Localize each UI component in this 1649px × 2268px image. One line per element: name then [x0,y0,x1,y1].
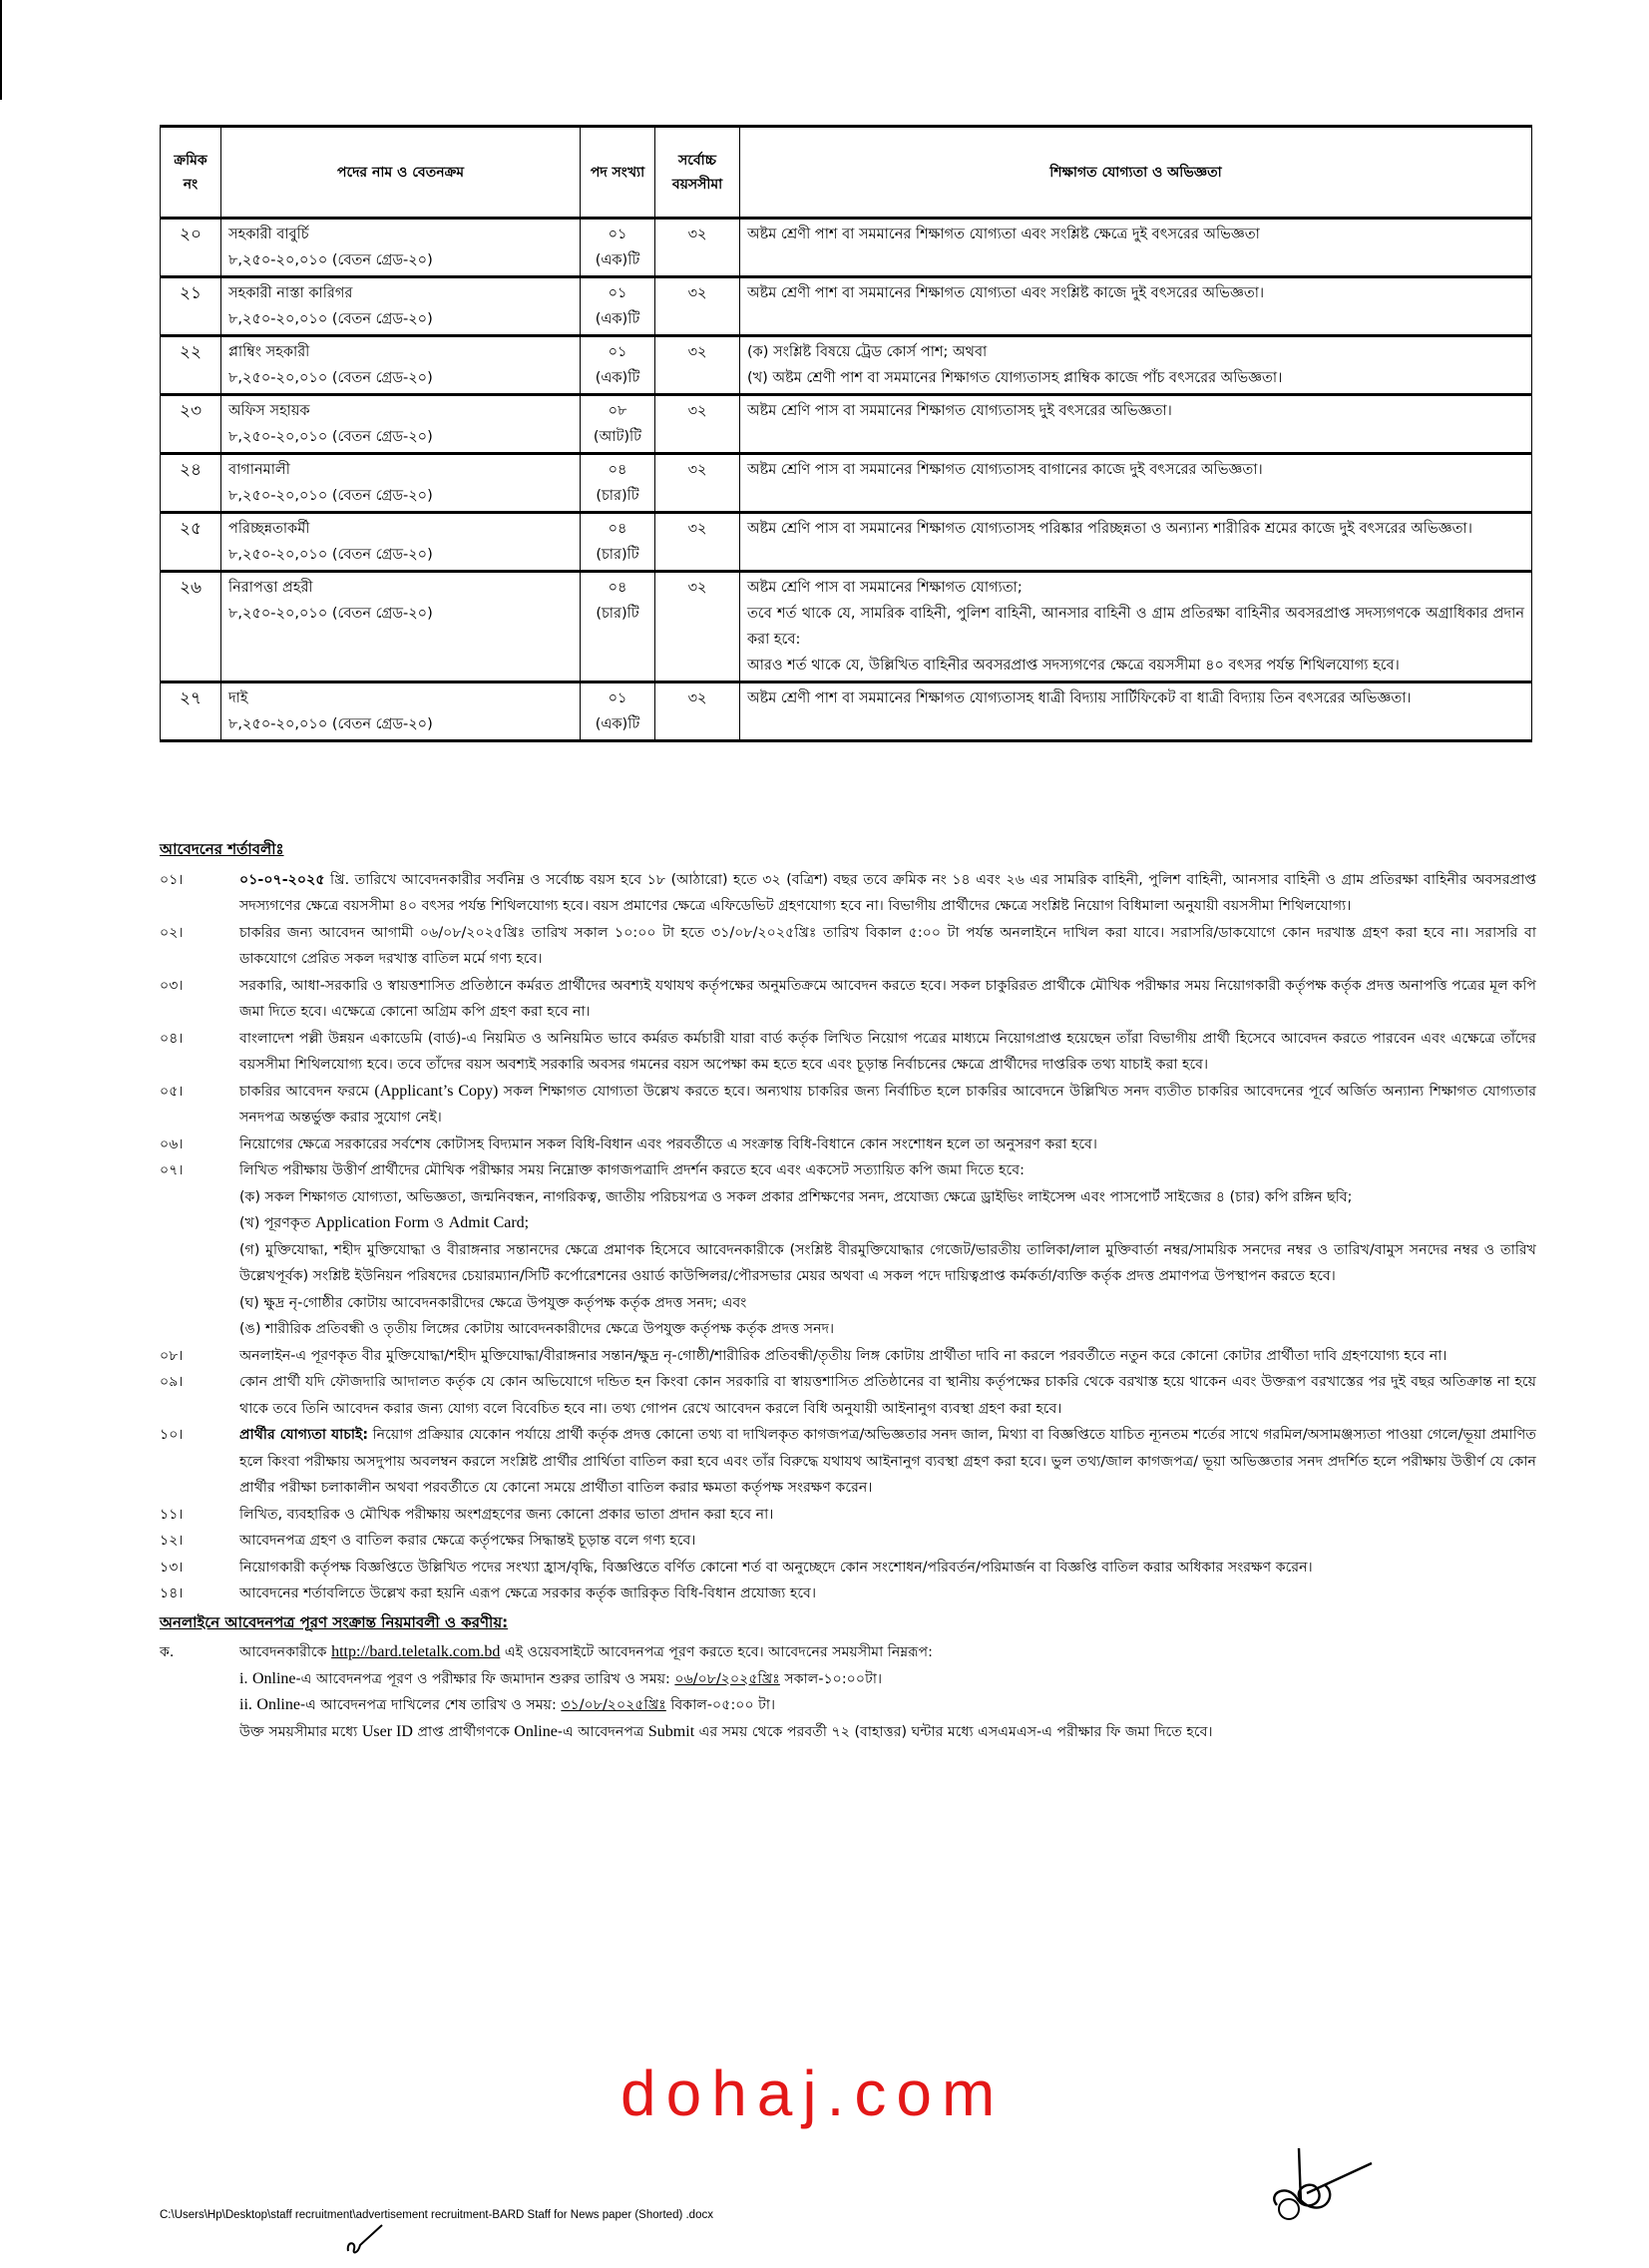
qualification-line: অষ্টম শ্রেণী পাশ বা সমমানের শিক্ষাগত যোগ্যতা এবং সংশ্লিষ্ট ক্ষেত্রে দুই বৎসরের অভিজ্ঞতা [747,227,1260,242]
initials-mark [344,2223,384,2257]
term-sub-kha [239,1210,1536,1237]
term-text: চাকরির জন্য আবেদন আগামী ০৬/০৮/২০২৫খ্রিঃ তারিখ সকাল ১০:০০ টা হতে ৩১/০৮/২০২৫খ্রিঃ তারিখ বিকাল ৫:০০ টা পর্যন্ত অনলাইনে দাখিল করা যাবে। সরাসরি/ডাকযোগে কোন দরখাস্ত গ্রহণ করা হবে না। সরাসরি বা ডাকযোগে প্রেরিত সকল দরখাস্ত বাতিল মর্মে গণ্য হবে। [239,924,1536,967]
start-line-online: Online [251,1669,296,1687]
qualification-cell [740,513,1532,572]
count-cell [581,277,655,336]
term-item [160,973,1536,1026]
qualification-cell [740,395,1532,454]
header-post-count: পদ সংখ্যা [581,127,655,219]
post-cell [221,219,581,277]
post-name: নিরাপত্তা প্রহরী [228,580,313,596]
table-row [161,219,1532,277]
max-age-cell: ৩২ [655,454,740,513]
post-cell [221,336,581,395]
fee-online: Online [514,1722,558,1740]
post-count-words: (চার)টি [596,488,639,504]
fee-user-id: User ID [361,1722,413,1740]
pay-scale: ৮,২৫০-২০,০১০ (বেতন গ্রেড-২০) [228,606,433,622]
post-name: দাই [228,690,248,706]
job-table [160,125,1532,742]
qualification-cell [740,277,1532,336]
post-name: প্লাম্বিং সহকারী [228,344,310,360]
term-number: ০৩। [160,977,184,994]
post-count: ০৪ [608,521,627,537]
term-text: নিয়োগ প্রক্রিয়ার যেকোন পর্যায়ে প্রার্থী কর্তৃক প্রদত্ত কোনো তথ্য বা দাখিলকৃত কাগজপত্র/অভিজ্ঞতার সনদ জাল, মিথ্যা বা বিজ্ঞপ্তিতে যাচিত ন্যূনতম শর্তের সাথে গরমিল/অসামঞ্জস্যতা পাওয়া গেলে/ভূয়া প্রমাণিত হলে কিংবা পরীক্ষায় অসদুপায় অবলম্বন করলে সংশ্লিষ্ট প্রার্থীর প্রার্থিতা বাতিল করা হবে এবং তাঁর বিরুদ্ধে যথাযথ আইনানুগ ব্যবস্থা গ্রহণ করা হবে। ভুল তথ্য/জাল কাগজপত্র/ ভূয়া অভিজ্ঞতার সনদ প্রদর্শিত হলে পরীক্ষায় উত্তীর্ণ যে কোন প্রার্থীর পরীক্ষা চলাকালীন অথবা পরবর্তীতে যে কোনো সময়ে প্রার্থীতা বাতিল করার ক্ষমতা কর্তৃপক্ষ সংরক্ষণ করেন। [239,1427,1536,1496]
serial-cell: ২৬ [161,572,221,682]
term-sub: (ক) সকল শিক্ষাগত যোগ্যতা, অভিজ্ঞতা, জন্মনিবন্ধন, নাগরিকত্ব, জাতীয় পরিচয়পত্র ও সকল প্রকার প্রশিক্ষণের সনদ, প্রযোজ্য ক্ষেত্রে ড্রাইভিং লাইসেন্স এবং পাসপোর্ট সাইজের ৪ (চার) কপি রঙ্গিন ছবি; [239,1188,1353,1205]
table-row [161,572,1532,682]
count-cell [581,395,655,454]
qualification-line: আরও শর্ত থাকে যে, উল্লিখিত বাহিনীর অবসরপ্রাপ্ত সদস্যগণের ক্ষেত্রে বয়সসীমা ৪০ বৎসর পর্যন্ত শিথিলযোগ্য হবে। [747,658,1400,674]
term-text: লিখিত পরীক্ষায় উত্তীর্ণ প্রার্থীদের মৌখিক পরীক্ষার সময় নিম্নোক্ত কাগজপত্রাদি প্রদর্শন করতে হবে এবং একসেট সত্যায়িত কপি জমা দিতে হবে: [239,1162,1025,1178]
term-item [160,1157,1536,1343]
term-lead: ০১-০৭-২০২৫ [239,871,325,888]
end-date: ৩১/০৮/২০২৫খ্রিঃ [561,1697,666,1713]
term-item [160,1581,1536,1607]
post-count-words: (এক)টি [595,311,640,327]
terms-section [160,836,1536,1745]
terms-title: আবেদনের শর্তাবলীঃ [160,840,284,858]
table-row [161,336,1532,395]
online-start-line [239,1666,1536,1693]
term-lead: প্রার্থীর যোগ্যতা যাচাই: [239,1427,369,1443]
qualification-line: (ক) সংশ্লিষ্ট বিষয়ে ট্রেড কোর্স পাশ; অথবা [747,344,988,360]
term-sub: (গ) মুক্তিযোদ্ধা, শহীদ মুক্তিযোদ্ধা ও বীরাঙ্গনার সন্তানদের ক্ষেত্রে প্রমাণক হিসেবে আবেদনকারীকে (সংশ্লিষ্ট বীরমুক্তিযোদ্ধার গেজেট/ভারতীয় তালিকা/লাল মুক্তিবার্তা নম্বর/সাময়িক সনদের নম্বর ও তারিখ/বামুস সনদের নম্বর ও তারিখ উল্লেখপূর্বক) সংশ্লিষ্ট ইউনিয়ন পরিষদের চেয়ারম্যান/সিটি কর্পোরেশনের ওয়ার্ড কাউন্সিলর/পৌরসভার মেয়র অথবা এ সকল পদে দায়িত্বপ্রাপ্ত কর্মকর্তা/ব্যক্তি কর্তৃক প্রদত্ত প্রমাণপত্র উপস্থাপন করতে হবে। [239,1241,1536,1284]
post-name: পরিচ্ছন্নতাকর্মী [228,521,310,537]
term-number: ১০। [160,1427,184,1443]
term-number: ১৪। [160,1586,184,1601]
online-pre: আবেদনকারীকে [239,1644,332,1660]
qualification-line: অষ্টম শ্রেণী পাশ বা সমমানের শিক্ষাগত যোগ্যতা এবং সংশ্লিষ্ট কাজে দুই বৎসরের অভিজ্ঞতা। [747,285,1265,301]
term-number: ০৪। [160,1030,184,1047]
serial-cell: ২৪ [161,454,221,513]
qualification-line: (খ) অষ্টম শ্রেণী পাশ বা সমমানের শিক্ষাগত যোগ্যতাসহ প্লাম্বিক কাজে পাঁচ বৎসরের অভিজ্ঞতা। [747,370,1283,386]
term-number: ১১। [160,1506,184,1523]
start-line-num: i. [239,1669,248,1687]
start-time: সকাল-১০:০০টা। [779,1670,883,1687]
application-url-link[interactable]: http://bard.teletalk.com.bd [331,1643,501,1660]
max-age-cell: ৩২ [655,277,740,336]
start-line-text: -এ আবেদনপত্র পূরণ ও পরীক্ষার ফি জমাদান শুরুর তারিখ ও সময়: [295,1670,675,1687]
term-item [160,1422,1536,1502]
pay-scale: ৮,২৫০-২০,০১০ (বেতন গ্রেড-২০) [228,547,433,563]
serial-cell: ২৩ [161,395,221,454]
online-end-line [239,1692,1536,1719]
pay-scale: ৮,২৫০-২০,০১০ (বেতন গ্রেড-২০) [228,311,433,327]
header-post-name: পদের নাম ও বেতনক্রম [221,127,581,219]
term-text: বাংলাদেশ পল্লী উন্নয়ন একাডেমি (বার্ড)-এ নিয়মিত ও অনিয়মিত ভাবে কর্মরত কর্মচারী যারা বার্ড কর্তৃক লিখিত নিয়োগ পত্রের মাধ্যমে নিয়োগপ্রাপ্ত হয়েছেন তাঁরা বিভাগীয় প্রার্থী হিসেবে আবেদন করতে পারবেন এবং এক্ষেত্রে তাঁদের বয়সসীমা শিথিলযোগ্য হবে। তবে তাঁদের বয়স অবশ্যই সরকারি অবসর গমনের বয়স অপেক্ষা কম হতে হবে এবং চূড়ান্ত নির্বাচনের ক্ষেত্রে প্রার্থীদের দাপ্তরিক তথ্য যাচাই করা হবে। [239,1030,1536,1073]
post-cell [221,395,581,454]
end-time: বিকাল-০৫:০০ টা। [665,1697,776,1713]
post-count: ০৮ [608,403,627,419]
post-count-words: (এক)টি [595,252,640,268]
table-row [161,277,1532,336]
count-cell [581,454,655,513]
term-text: আবেদনের শর্তাবলিতে উল্লেখ করা হয়নি এরূপ ক্ষেত্রে সরকার কর্তৃক জারিকৃত বিধি-বিধান প্রযোজ্য হবে। [239,1586,817,1601]
post-cell [221,454,581,513]
header-max-age: সর্বোচ্চ বয়সসীমা [655,127,740,219]
post-count-words: (চার)টি [596,606,639,622]
max-age-cell: ৩২ [655,682,740,741]
post-count-words: (এক)টি [595,716,640,732]
qualification-cell [740,454,1532,513]
post-count-words: (এক)টি [595,370,640,386]
term-text: সকল শিক্ষাগত যোগ্যতা উল্লেখ করতে হবে। অন্যথায় চাকরির জন্য নির্বাচিত হলে চাকরির আবেদনে উল্লিখিত সনদ ব্যতীত চাকরির আবেদনের পূর্বে অর্জিত অন্যান্য শিক্ষাগত যোগ্যতার সনদপত্র অন্তর্ভুক্ত করার সুযোগ নেই। [239,1083,1537,1126]
qualification-cell [740,219,1532,277]
term-item [160,1502,1536,1529]
max-age-cell: ৩২ [655,513,740,572]
term-text: আবেদনপত্র গ্রহণ ও বাতিল করার ক্ষেত্রে কর্তৃপক্ষের সিদ্ধান্তই চূড়ান্ত বলে গণ্য হবে। [239,1533,696,1549]
term-number: ০৫। [160,1083,184,1100]
post-count: ০১ [608,227,627,242]
fee-text-b: প্রাপ্ত প্রার্থীগণকে [412,1723,515,1740]
term-sub: (ঙ) শারীরিক প্রতিবন্ধী ও তৃতীয় লিঙ্গের কোটায় আবেদনকারীদের ক্ষেত্রে উপযুক্ত কর্তৃপক্ষ কর্তৃক প্রদত্ত সনদ। [239,1321,835,1337]
post-count: ০৪ [608,462,627,478]
term-text: অনলাইন-এ পূরণকৃত বীর মুক্তিযোদ্ধা/শহীদ মুক্তিযোদ্ধা/বীরাঙ্গনার সন্তান/ক্ষুদ্র নৃ-গোষ্ঠী/শারীরিক প্রতিবন্ধী/তৃতীয় লিঙ্গ কোটায় প্রার্থীতা দাবি না করলে পরবর্তীতে নতুন করে কোনো কোটার প্রার্থীতা দাবি গ্রহণযোগ্য হবে না। [239,1347,1447,1364]
sub-kha-and: ও [429,1215,449,1231]
serial-cell: ২৫ [161,513,221,572]
header-serial: ক্রমিক নং [161,127,221,219]
term-text: লিখিত, ব্যবহারিক ও মৌখিক পরীক্ষায় অংশগ্রহণের জন্য কোনো প্রকার ভাতা প্রদান করা হবে না। [239,1506,774,1523]
term-item [160,1026,1536,1079]
start-date: ০৬/০৮/২০২৫খ্রিঃ [674,1670,780,1687]
term-sub: (ঘ) ক্ষুদ্র নৃ-গোষ্ঠীর কোটায় আবেদনকারীদের ক্ষেত্রে উপযুক্ত কর্তৃপক্ষ কর্তৃক প্রদত্ত সনদ; এবং [239,1294,747,1311]
term-number: ১২। [160,1533,184,1549]
table-row [161,682,1532,741]
pay-scale: ৮,২৫০-২০,০১০ (বেতন গ্রেড-২০) [228,488,433,504]
serial-cell: ২০ [161,219,221,277]
term-item [160,867,1536,920]
term-number: ০২। [160,924,184,941]
term-item [160,1343,1536,1370]
max-age-cell: ৩২ [655,219,740,277]
max-age-cell: ৩২ [655,572,740,682]
pay-scale: ৮,২৫০-২০,০১০ (বেতন গ্রেড-২০) [228,716,433,732]
fee-text-c: -এ আবেদনপত্র [557,1723,648,1740]
post-count: ০১ [608,285,627,301]
end-line-text: -এ আবেদনপত্র দাখিলের শেষ তারিখ ও সময়: [299,1697,562,1713]
term-text: সরকারি, আধা-সরকারি ও স্বায়ত্তশাসিত প্রতিষ্ঠানে কর্মরত প্রার্থীদের অবশ্যই যথাযথ কর্তৃপক্ষের অনুমতিক্রমে আবেদন করতে হবে। সকল চাকুরিরত প্রার্থীকে মৌখিক পরীক্ষার সময় নিয়োগকারী কর্তৃপক্ষ কর্তৃক প্রদত্ত অনাপত্তি পত্রের মূল কপি জমা দিতে হবে। এক্ষেত্রে কোনো অগ্রিম কপি গ্রহণ করা হবে না। [239,977,1536,1020]
post-name: সহকারী নাস্তা কারিগর [228,285,353,301]
table-row [161,513,1532,572]
table-row [161,395,1532,454]
term-latin: (Applicant’s Copy) [374,1082,499,1100]
sub-kha-pre: (খ) পূরণকৃত [239,1215,315,1231]
end-line-online: Online [256,1696,300,1713]
post-cell [221,277,581,336]
max-age-cell: ৩২ [655,395,740,454]
pay-scale: ৮,২৫০-২০,০১০ (বেতন গ্রেড-২০) [228,429,433,445]
fee-text-d: এর সময় থেকে পরবর্তী ৭২ (বাহাত্তর) ঘন্টার মধ্যে এসএমএস-এ পরীক্ষার ফি জমা দিতে হবে। [694,1723,1213,1740]
fee-submit: Submit [647,1722,695,1740]
qualification-line: তবে শর্ত থাকে যে, সামরিক বাহিনী, পুলিশ বাহিনী, আনসার বাহিনী ও গ্রাম প্রতিরক্ষা বাহিনীর অবসরপ্রাপ্ত সদস্যগণকে অগ্রাধিকার প্রদান করা হবে: [747,606,1524,648]
table-row [161,454,1532,513]
term-number: ০৮। [160,1347,184,1364]
count-cell [581,219,655,277]
serial-cell: ২৭ [161,682,221,741]
qualification-line: অষ্টম শ্রেণি পাস বা সমমানের শিক্ষাগত যোগ্যতাসহ বাগানের কাজে দুই বৎসরের অভিজ্ঞতা। [747,462,1263,478]
term-number: ০৯। [160,1374,184,1390]
term-number: ০১। [160,871,184,888]
term-text: নিয়োগকারী কর্তৃপক্ষ বিজ্ঞপ্তিতে উল্লিখিত পদের সংখ্যা হ্রাস/বৃদ্ধি, বিজ্ঞপ্তিতে বর্ণিত কোনো শর্ত বা অনুচ্ছেদে কোন সংশোধন/পরিবর্তন/পরিমার্জন বা বিজ্ঞপ্তি বাতিল করার অধিকার সংরক্ষণ করেন। [239,1559,1313,1576]
post-name: বাগানমালী [228,462,290,478]
term-item [160,1132,1536,1158]
qualification-cell [740,682,1532,741]
count-cell [581,682,655,741]
post-cell [221,682,581,741]
header-qualification: শিক্ষাগত যোগ্যতা ও অভিজ্ঞতা [740,127,1532,219]
term-number: ১৩। [160,1559,184,1576]
online-title: অনলাইনে আবেদনপত্র পূরণ সংক্রান্ত নিয়মাবলী ও করণীয়: [160,1612,509,1631]
pay-scale: ৮,২৫০-২০,০১০ (বেতন গ্রেড-২০) [228,370,433,386]
watermark: dohaj.com [620,2057,1006,2129]
term-pre: চাকরির আবেদন ফরমে [239,1083,375,1100]
qualification-cell [740,572,1532,682]
qualification-cell [740,336,1532,395]
file-path-footer: C:\Users\Hp\Desktop\staff recruitment\advertisement recruitment-BARD Staff for News paper (Shorted) .docx [160,2209,713,2221]
post-count: ০১ [608,690,627,706]
online-item-number: ক. [160,1644,175,1660]
count-cell [581,513,655,572]
max-age-cell: ৩২ [655,336,740,395]
term-item [160,1369,1536,1422]
term-item [160,920,1536,973]
post-count-words: (চার)টি [596,547,639,563]
sub-kha-admit-card: Admit Card; [448,1214,530,1231]
term-number: ০৬। [160,1135,184,1152]
signature-mark [1267,2143,1377,2223]
post-name: অফিস সহায়ক [228,403,310,419]
scan-edge-line [0,0,2,100]
term-text: কোন প্রার্থী যদি ফৌজদারি আদালত কর্তৃক যে কোন অভিযোগে দন্ডিত হন কিংবা কোন সরকারি বা স্বায়ত্তশাসিত প্রতিষ্ঠানের বা স্থানীয় কর্তৃপক্ষের চাকরি থেকে বরখাস্ত হয়ে থাকেন এবং উক্তরূপ বরখাস্তের পর দুই বছর অতিক্রান্ত না হয়ে থাকে তবে তিনি আবেদন করার জন্য যোগ্য বলে বিবেচিত হবে না। তথ্য গোপন রেখে আবেদন করলে বিধি অনুযায়ী আইনানুগ ব্যবস্থা গ্রহণ করা হবে। [239,1374,1536,1417]
sub-kha-application-form: Application Form [315,1214,430,1231]
qualification-line: অষ্টম শ্রেণি পাস বা সমমানের শিক্ষাগত যোগ্যতা; [747,580,1023,596]
count-cell [581,336,655,395]
post-count: ০১ [608,344,627,360]
post-cell [221,513,581,572]
post-cell [221,572,581,682]
term-item [160,1079,1536,1132]
term-item [160,1528,1536,1555]
fee-text-a: উক্ত সময়সীমার মধ্যে [239,1723,362,1740]
qualification-line: অষ্টম শ্রেণী পাশ বা সমমানের শিক্ষাগত যোগ্যতাসহ ধাত্রী বিদ্যায় সার্টিফিকেট বা ধাত্রী বিদ্যায় তিন বৎসরের অভিজ্ঞতা। [747,690,1412,706]
serial-cell: ২২ [161,336,221,395]
post-count: ০৪ [608,580,627,596]
end-line-num: ii. [239,1696,252,1713]
serial-cell: ২১ [161,277,221,336]
term-text: নিয়োগের ক্ষেত্রে সরকারের সর্বশেষ কোটাসহ বিদ্যমান সকল বিধি-বিধান এবং পরবর্তীতে এ সংক্রান্ত বিধি-বিধানে কোন সংশোধন হলে তা অনুসরণ করা হবে। [239,1135,1097,1152]
count-cell [581,572,655,682]
pay-scale: ৮,২৫০-২০,০১০ (বেতন গ্রেড-২০) [228,252,433,268]
term-item [160,1555,1536,1582]
online-item [160,1639,1536,1745]
online-fee-line [239,1719,1536,1746]
table-header-row [161,127,1532,219]
post-count-words: (আট)টি [593,429,642,445]
qualification-line: অষ্টম শ্রেণি পাস বা সমমানের শিক্ষাগত যোগ্যতাসহ দুই বৎসরের অভিজ্ঞতা। [747,403,1172,419]
qualification-line: অষ্টম শ্রেণি পাস বা সমমানের শিক্ষাগত যোগ্যতাসহ পরিষ্কার পরিচ্ছন্নতা ও অন্যান্য শারীরিক শ্রমের কাজে দুই বৎসরের অভিজ্ঞতা। [747,521,1472,537]
post-name: সহকারী বাবুর্চি [228,227,309,242]
online-post: এই ওয়েবসাইটে আবেদনপত্র পূরণ করতে হবে। আবেদনের সময়সীমা নিম্নরূপ: [500,1644,933,1660]
term-number: ০৭। [160,1162,184,1178]
term-text: খ্রি. তারিখে আবেদনকারীর সর্বনিম্ন ও সর্বোচ্চ বয়স হবে ১৮ (আঠারো) হতে ৩২ (বত্রিশ) বছর তবে ক্রমিক নং ১৪ এবং ২৬ এর সামরিক বাহিনী, পুলিশ বাহিনী, আনসার বাহিনী ও গ্রাম প্রতিরক্ষা বাহিনীর অবসরপ্রাপ্ত সদস্যগণের ক্ষেত্রে বয়সসীমা ৪০ বৎসর পর্যন্ত শিথিলযোগ্য হবে। বয়স প্রমাণের ক্ষেত্রে এফিডেভিট গ্রহণযোগ্য হবে না। বিভাগীয় প্রার্থীদের ক্ষেত্রে সংশ্লিষ্ট নিয়োগ বিধিমালা অনুযায়ী বয়সসীমা শিথিলযোগ্য। [239,871,1536,914]
